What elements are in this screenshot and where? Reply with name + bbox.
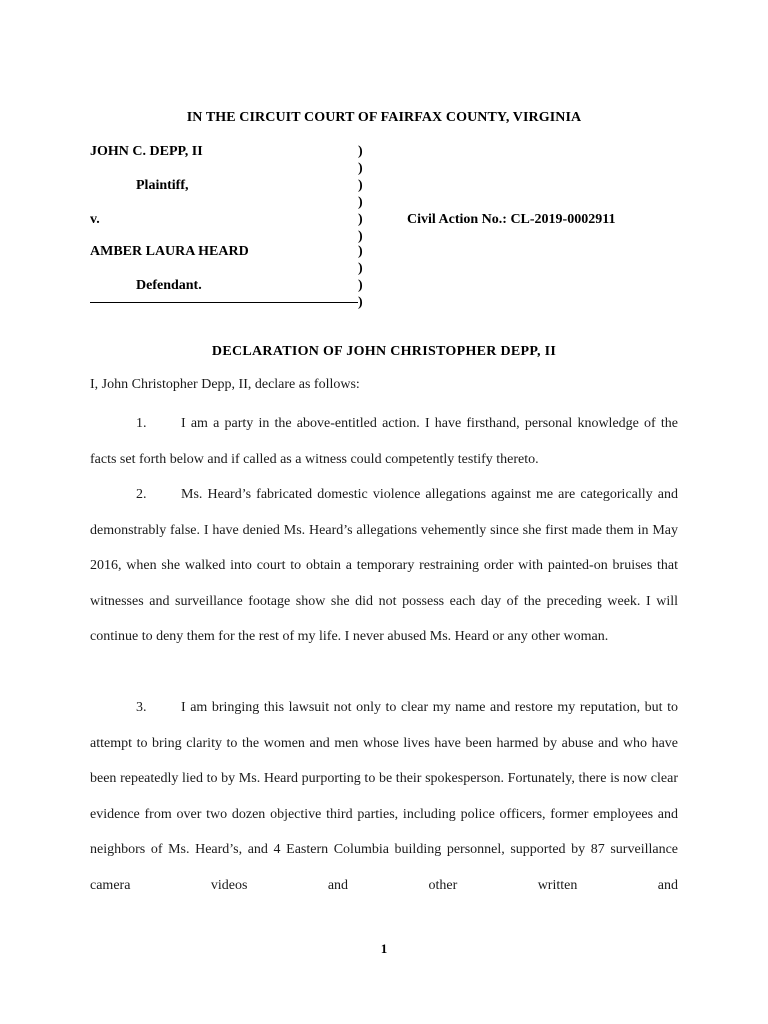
paragraph-text: Ms. Heard’s fabricated domestic violence allegations against me are categorically and demonstrably false. I have denied Ms. Heard’s allegations vehemently since she first made them in May 2016, when she walked into court to obtain a temporary restraining order with painted-on bruises that witnesses and surveillance footage show she did not possess each day of the preceding week. I will continue to deny them for the rest of my life. I never abused Ms. Heard or any other woman. <box>90 487 678 645</box>
caption-paren: ) <box>358 229 363 244</box>
paragraph-text: I am bringing this lawsuit not only to clear my name and restore my reputation, but to attempt to bring clarity to the women and men whose lives have been harmed by abuse and who have been repeatedly lied to by Ms. Heard purporting to be their spokesperson. Fortunately, there is now clear evidence from over two dozen objective third parties, including police officers, former employees and neighbors of Ms. Heard’s, and 4 Eastern Columbia building personnel, supported by 87 surveillance camera videos and other written and <box>90 700 678 893</box>
caption-paren: ) <box>358 144 363 159</box>
versus: v. <box>90 212 100 227</box>
defendant-name: AMBER LAURA HEARD <box>90 244 249 259</box>
caption-paren: ) <box>358 195 363 210</box>
caption-paren: ) <box>358 212 363 227</box>
defendant-role: Defendant. <box>136 278 202 293</box>
caption-paren: ) <box>358 261 363 276</box>
plaintiff-name: JOHN C. DEPP, II <box>90 144 203 159</box>
declaration-title: DECLARATION OF JOHN CHRISTOPHER DEPP, II <box>211 344 557 359</box>
paragraph-2 <box>90 477 678 655</box>
paragraph-number: 3. <box>136 700 147 715</box>
case-caption <box>90 143 690 313</box>
paragraph-3 <box>90 690 678 904</box>
court-title: IN THE CIRCUIT COURT OF FAIRFAX COUNTY, VIRGINIA <box>186 110 582 125</box>
caption-paren: ) <box>358 278 363 293</box>
caption-rule <box>90 302 358 303</box>
paragraph-number: 2. <box>136 487 147 502</box>
paragraph-number: 1. <box>136 416 147 431</box>
intro-statement: I, John Christopher Depp, II, declare as follows: <box>90 377 360 392</box>
page-number: 1 <box>380 941 388 956</box>
caption-paren: ) <box>358 244 363 259</box>
caption-paren: ) <box>358 178 363 193</box>
paragraph-1 <box>90 406 678 477</box>
plaintiff-role: Plaintiff, <box>136 178 189 193</box>
paragraph-text: I am a party in the above-entitled action. I have firsthand, personal knowledge of the facts set forth below and if called as a witness could competently testify thereto. <box>90 416 678 467</box>
civil-action-number: Civil Action No.: CL-2019-0002911 <box>407 212 616 227</box>
caption-paren: ) <box>358 295 363 310</box>
caption-paren: ) <box>358 161 363 176</box>
